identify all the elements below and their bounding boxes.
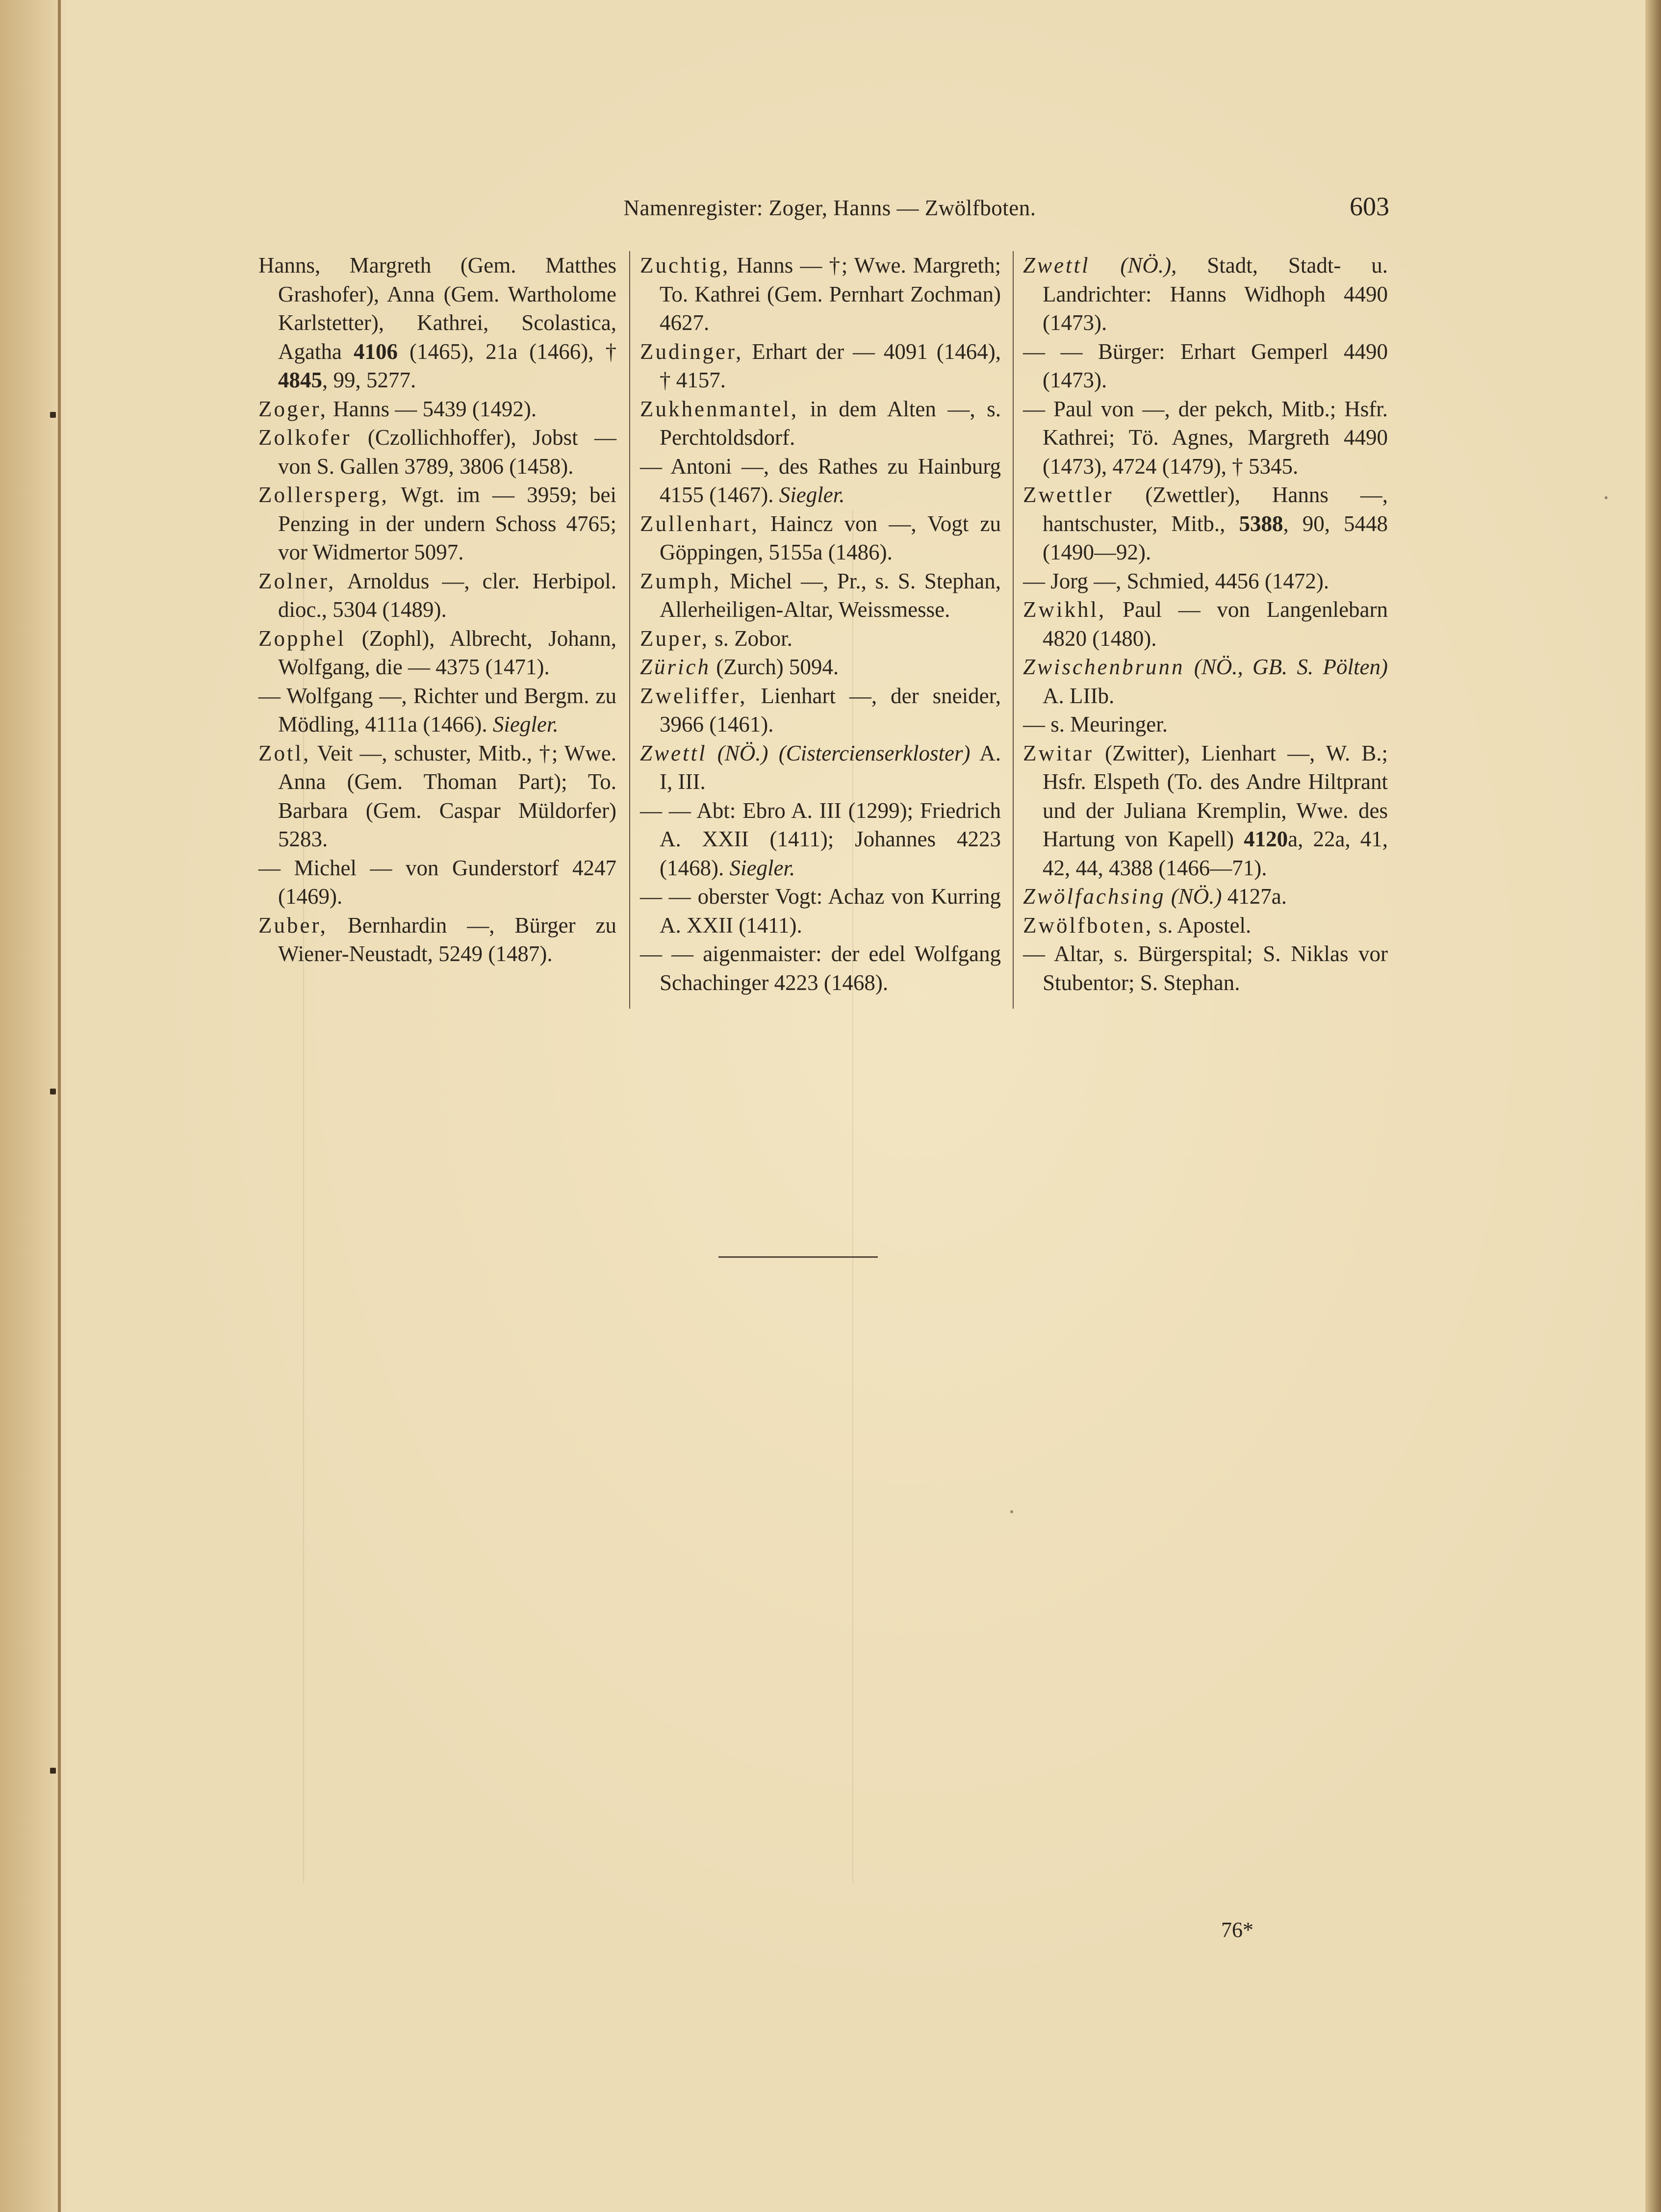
index-column-1 (258, 251, 616, 968)
entry-keyword: Zukhenmantel, (640, 396, 799, 421)
entry-text: — Antoni —, des Rathes zu Hainburg 4155 (1467). (640, 454, 1001, 507)
entry-keyword: Zwettler (1023, 483, 1114, 507)
sewing-hole (50, 1768, 56, 1774)
entry-text: — Altar, s. Bürgerspital; S. Niklas vor Stubentor; S. Stephan. (1023, 941, 1388, 995)
entry-text: — Paul von —, der pekch, Mitb.; Hsfr. Kathrei; Tö. Agnes, Margreth 4490 (1473), 4724 (1479), † 5345. (1023, 396, 1388, 479)
entry-keyword: Zullenhart, (640, 511, 759, 536)
entry-text: s. Zobor. (709, 626, 792, 651)
entry-bold-number: 5388 (1239, 511, 1283, 536)
index-entry (1023, 337, 1388, 395)
binding-strip (0, 0, 58, 2212)
entry-keyword: Zwölfboten, (1023, 913, 1153, 938)
entry-keyword-place: Zwettl (640, 740, 707, 765)
entry-text: , 99, 5277. (322, 368, 416, 392)
index-entry (640, 624, 1001, 653)
entry-keyword: Zwitar (1023, 740, 1094, 765)
index-entry (1023, 595, 1388, 653)
entry-italic: (NÖ., GB. S. Pölten) (1184, 655, 1388, 679)
running-head: Namenregister: Zoger, Hanns — Zwölfboten. (623, 196, 1036, 220)
entry-text: Erhart der — 4091 (1464), † 4157. (660, 339, 1001, 392)
entry-italic: (NÖ.) (1165, 884, 1222, 909)
entry-text: — — Abt: Ebro A. III (1299); Friedrich A. XXII (1411); Johannes 4223 (1468). (640, 798, 1001, 880)
index-entry (1023, 739, 1388, 883)
index-entry (1023, 911, 1388, 940)
entry-text: in dem Alten —, s. Perchtoldsdorf. (660, 396, 1001, 450)
entry-text: (Zwettler), Hanns —, hantschuster, Mitb., (1043, 483, 1388, 536)
index-entry (258, 567, 616, 624)
column-rule (1013, 251, 1014, 1009)
entry-text: — — oberster Vogt: Achaz von Kurring A. XXII (1411). (640, 884, 1001, 938)
entry-keyword: Zolner, (258, 568, 336, 593)
entry-italic: (NÖ.), (1090, 253, 1177, 278)
entry-text: (Zurch) 5094. (711, 655, 839, 679)
entry-keyword-place: Zwölfachsing (1023, 884, 1166, 909)
index-entry (258, 481, 616, 567)
index-entry (640, 509, 1001, 567)
index-entry (258, 911, 616, 968)
entry-text: (Zwitter), Lienhart —, W. B.; Hsfr. Elspeth (To. des Andre Hiltprant und der Juliana Kremplin, Wwe. des Hartung von Kapell) (1043, 740, 1388, 851)
entry-keyword: Zuber, (258, 913, 328, 938)
entry-text: Hanns — †; Wwe. Margreth; To. Kathrei (Gem. Pernhart Zochman) 4627. (660, 253, 1001, 335)
entry-text: — — Bürger: Erhart Gemperl 4490 (1473). (1023, 339, 1388, 392)
index-entry (640, 337, 1001, 395)
entry-keyword: Zuchtig, (640, 253, 730, 278)
entry-text: Hanns, Margreth (Gem. Matthes Grashofer), Anna (Gem. Wartholome Karlstetter), Kathrei, Scolastica, Agatha (258, 253, 616, 364)
entry-text: , 90, 5448 (1490—92). (1043, 511, 1388, 564)
entry-keyword-place: Zürich (640, 655, 711, 679)
binding-edge (58, 0, 61, 2212)
index-entry (258, 423, 616, 481)
index-entry (640, 567, 1001, 624)
index-entry (258, 395, 616, 424)
column-rule (629, 251, 630, 1009)
index-column-2 (640, 251, 1001, 997)
index-entry (1023, 940, 1388, 997)
index-entry (258, 251, 616, 395)
entry-keyword: Zudinger, (640, 339, 743, 364)
index-entry (1023, 653, 1388, 710)
entry-text: — Jorg —, Schmied, 4456 (1472). (1023, 568, 1329, 593)
entry-bold-number: 4106 (353, 339, 398, 364)
entry-keyword: Zopphel (258, 626, 346, 651)
index-entry (1023, 710, 1388, 739)
entry-text: A. I, III. (660, 740, 1001, 794)
index-entry (640, 653, 1001, 682)
entry-text: — — aigenmaister: der edel Wolfgang Schachinger 4223 (1468). (640, 941, 1001, 995)
entry-text: Haincz von —, Vogt zu Göppingen, 5155a (1486). (660, 511, 1001, 564)
entry-text: A. LIIb. (1043, 683, 1115, 708)
end-rule (718, 1256, 878, 1258)
index-column-3 (1023, 251, 1388, 997)
index-entry (640, 796, 1001, 883)
entry-keyword: Zumph, (640, 568, 721, 593)
entry-text: (1465), 21a (1466), † (397, 339, 616, 364)
index-entry (258, 624, 616, 682)
entry-keyword: Zwikhl, (1023, 597, 1106, 622)
entry-text: Paul — von Langenlebarn 4820 (1480). (1043, 597, 1388, 651)
entry-bold-number: 4845 (278, 368, 322, 392)
index-entry (640, 882, 1001, 940)
entry-text: 4127a. (1222, 884, 1287, 909)
index-entry (640, 682, 1001, 739)
index-entry (1023, 882, 1388, 911)
entry-italic: (NÖ.) (Cistercienserkloster) (707, 740, 971, 765)
index-entry (1023, 395, 1388, 481)
entry-bold-number: 4120 (1244, 827, 1288, 851)
entry-text: (Czollichhoffer), Jobst — von S. Gallen 3789, 3806 (1458). (278, 425, 616, 479)
paper-speck (1605, 496, 1608, 499)
entry-keyword: Zoger, (258, 396, 328, 421)
entry-text: (Zophl), Albrecht, Johann, Wolfgang, die — 4375 (1471). (278, 626, 616, 679)
index-entry (640, 739, 1001, 796)
index-entry (640, 452, 1001, 509)
entry-italic: Siegler. (729, 855, 795, 880)
entry-text: — s. Meuringer. (1023, 712, 1168, 737)
entry-text: Lienhart —, der sneider, 3966 (1461). (660, 683, 1001, 737)
index-entry (258, 739, 616, 854)
entry-keyword-place: Zwettl (1023, 253, 1090, 278)
entry-keyword: Zotl, (258, 740, 311, 765)
sewing-hole (50, 412, 56, 418)
entry-keyword: Zuper, (640, 626, 709, 651)
entry-keyword: Zolkofer (258, 425, 352, 450)
entry-text: — Michel — von Gunderstorf 4247 (1469). (258, 855, 616, 909)
entry-text: Veit —, schuster, Mitb., †; Wwe. Anna (Gem. Thoman Part); To. Barbara (Gem. Caspar Müldorfer) 5283. (278, 740, 616, 851)
page-number: 603 (1350, 192, 1389, 221)
index-entry (640, 395, 1001, 452)
entry-text: Wgt. im — 3959; bei Penzing in der undern Schoss 4765; vor Widmertor 5097. (278, 483, 616, 564)
entry-text: — Wolfgang —, Richter und Bergm. zu Mödling, 4111a (1466). (258, 683, 616, 737)
index-entry (1023, 481, 1388, 567)
entry-text: Michel —, Pr., s. S. Stephan, Allerheiligen-Altar, Weissmesse. (660, 568, 1001, 622)
entry-text: Hanns — 5439 (1492). (327, 396, 537, 421)
entry-text: Arnoldus —, cler. Herbipol. dioc., 5304 (1489). (278, 568, 616, 622)
entry-italic: Siegler. (492, 712, 559, 737)
page-edge (1645, 0, 1661, 2212)
index-entry (258, 854, 616, 911)
signature-mark: 76* (1221, 1918, 1253, 1942)
entry-italic: Siegler. (779, 483, 845, 507)
paper-speck (1010, 1510, 1013, 1513)
entry-text: Bernhardin —, Bürger zu Wiener-Neustadt, 5249 (1487). (278, 913, 616, 966)
entry-text: a, 22a, 41, 42, 44, 4388 (1466—71). (1043, 827, 1388, 880)
entry-keyword: Zollersperg, (258, 483, 389, 507)
entry-text: Stadt, Stadt- u. Landrichter: Hanns Widhoph 4490 (1473). (1043, 253, 1388, 335)
index-entry (1023, 251, 1388, 337)
index-entry (640, 251, 1001, 337)
entry-keyword: Zweliffer, (640, 683, 747, 708)
index-entry (640, 940, 1001, 997)
entry-keyword-place: Zwischenbrunn (1023, 655, 1185, 679)
entry-text: s. Apostel. (1153, 913, 1252, 938)
sewing-hole (50, 1089, 56, 1094)
index-entry (258, 682, 616, 739)
index-entry (1023, 567, 1388, 596)
